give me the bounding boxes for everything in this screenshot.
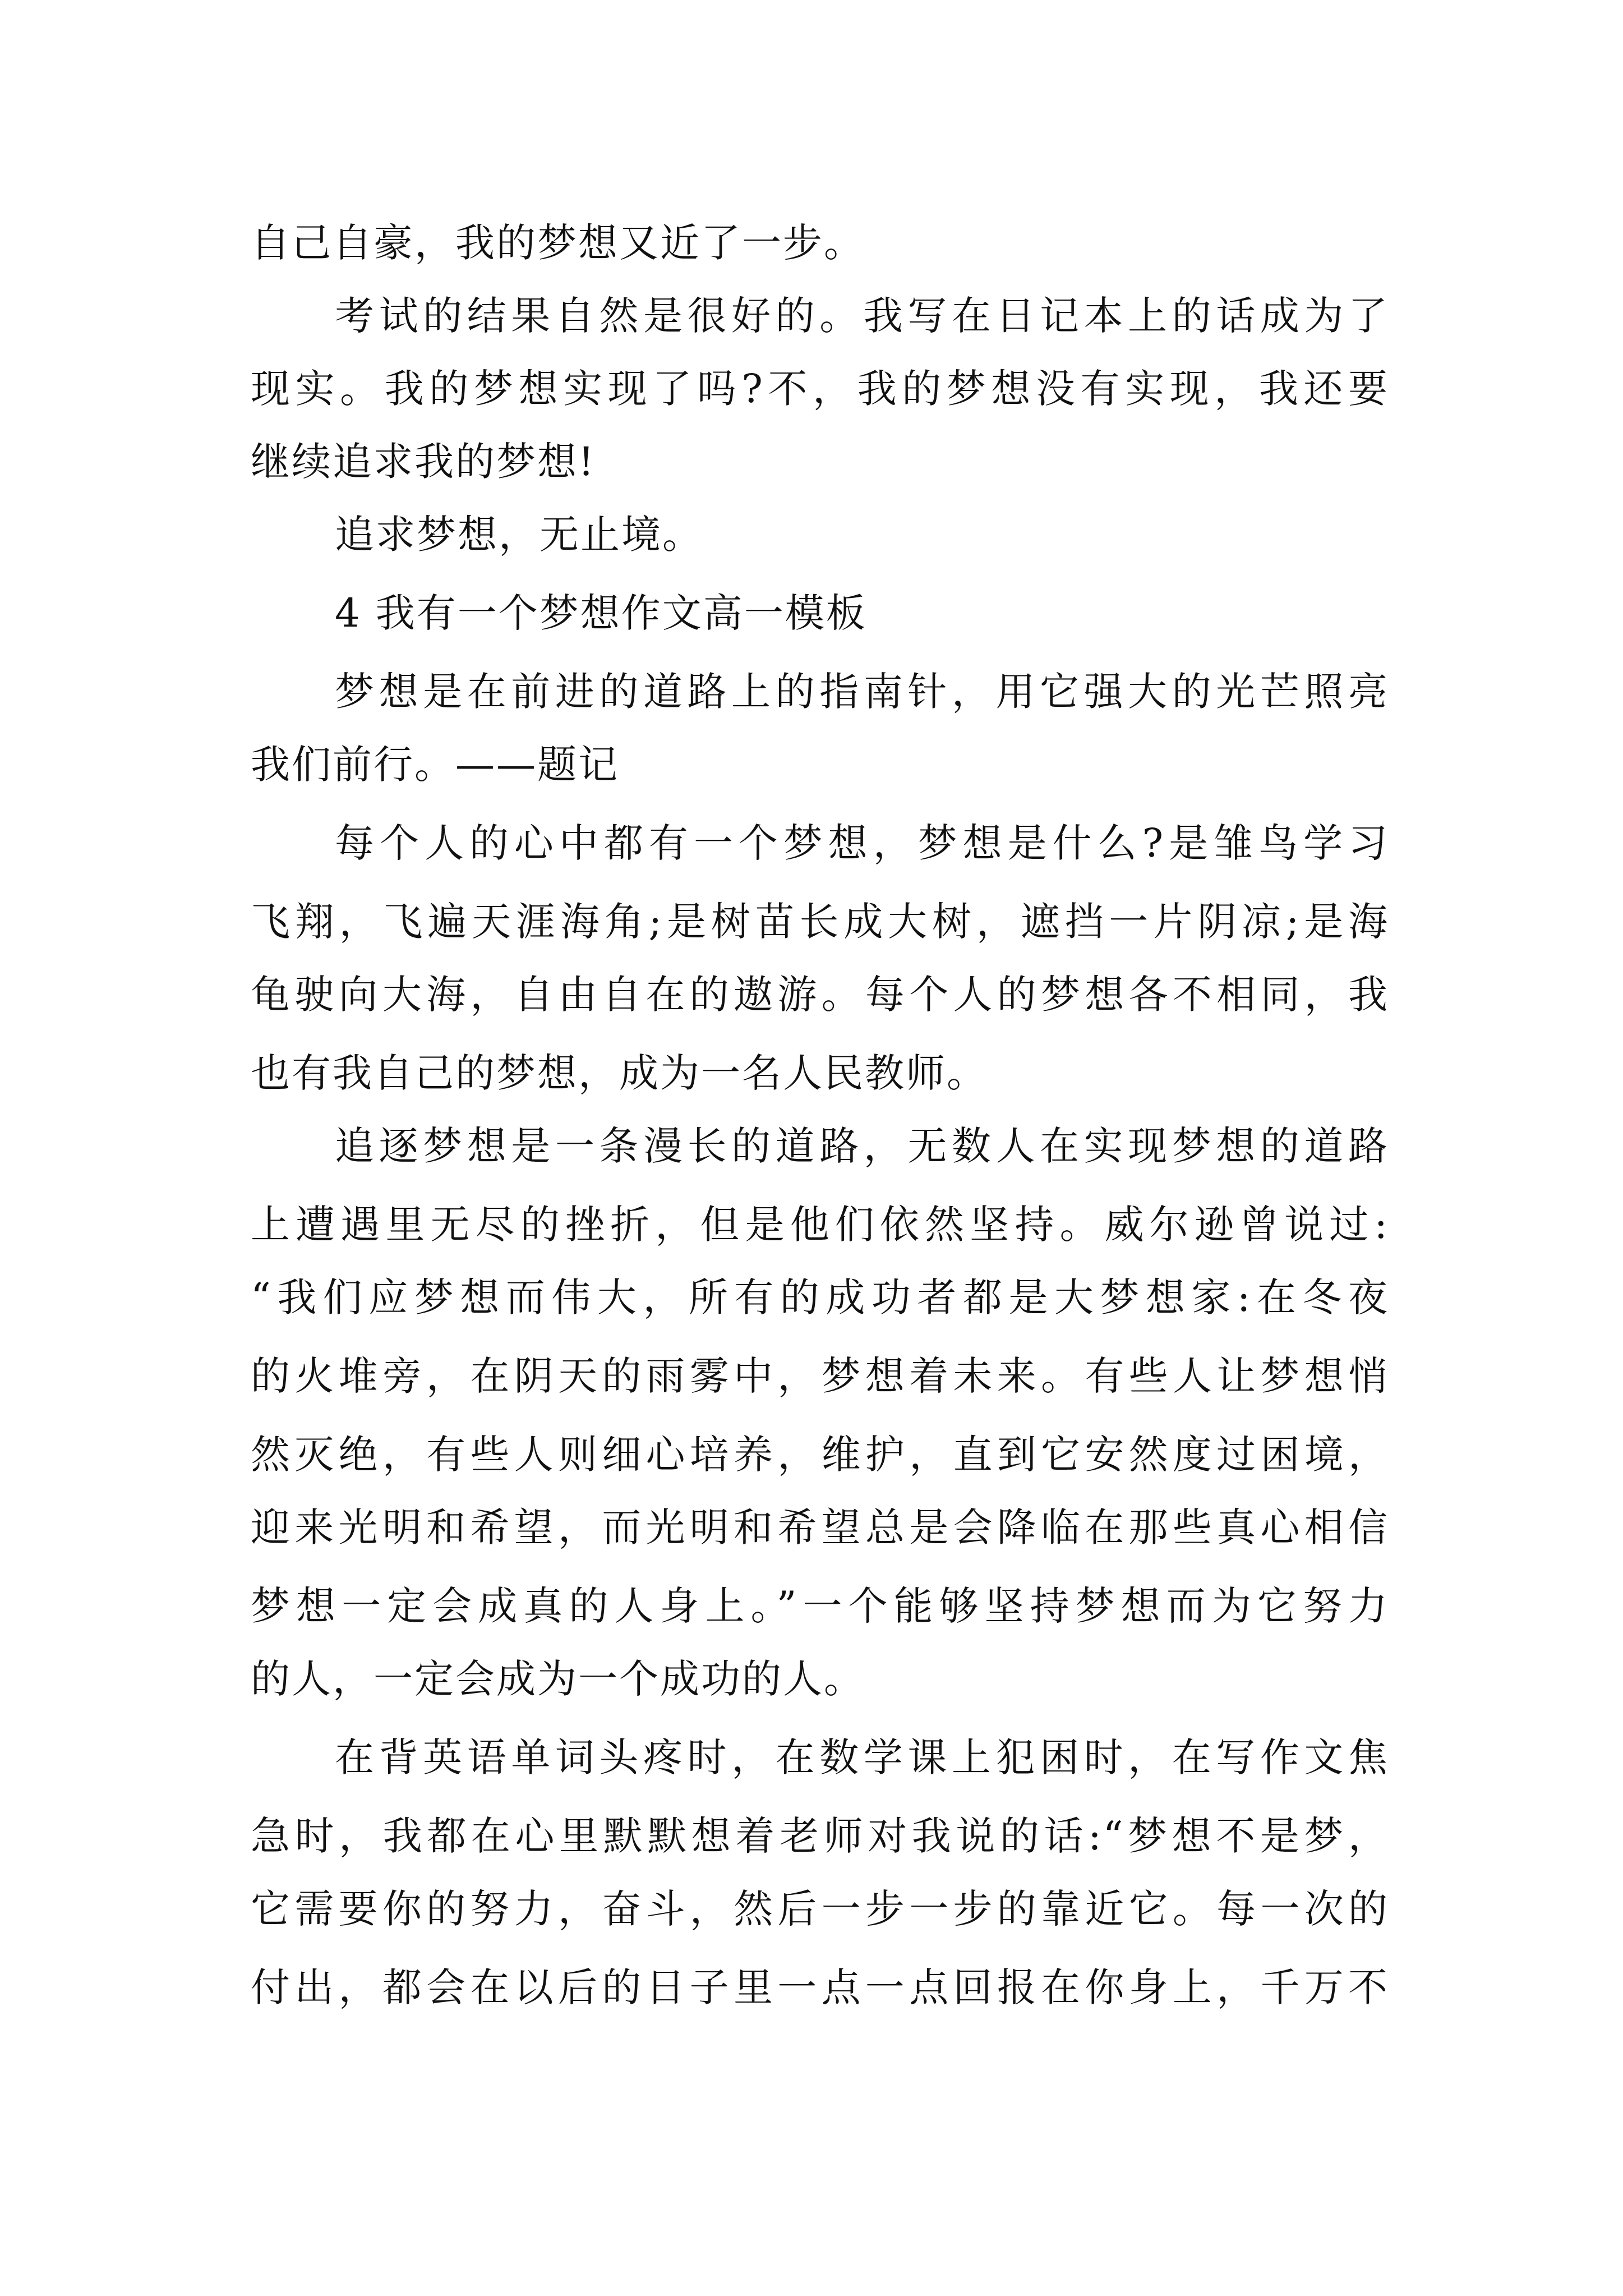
text-line: 梦想一定会成真的人身上。”一个能够坚持梦想而为它努力 [251,1583,1389,1629]
text-line: 我们前行。——题记 [251,742,619,788]
paragraph-first-line: 梦想是在前进的道路上的指南针，用它强大的光芒照亮 [335,669,1389,715]
text-line: 也有我自己的梦想，成为一名人民教师。 [251,1050,988,1096]
paragraph-first-line: 考试的结果自然是很好的。我写在日记本上的话成为了 [335,293,1389,339]
text-line: 自己自豪，我的梦想又近了一步。 [251,220,865,266]
text-line: 付出，都会在以后的日子里一点一点回报在你身上，千万不 [251,1964,1389,2010]
text-line: “我们应梦想而伟大，所有的成功者都是大梦想家:在冬夜 [251,1274,1389,1320]
text-line: 的人，一定会成为一个成功的人。 [251,1656,865,1702]
paragraph-first-line: 在背英语单词头疼时，在数学课上犯困时，在写作文焦 [335,1734,1389,1780]
text-line: 迎来光明和希望，而光明和希望总是会降临在那些真心相信 [251,1504,1389,1550]
text-line: 继续追求我的梦想! [251,439,596,485]
text-line: 急时，我都在心里默默想着老师对我说的话:“梦想不是梦， [251,1813,1389,1859]
text-line: 它需要你的努力，奋斗，然后一步一步的靠近它。每一次的 [251,1886,1389,1932]
text-line: 飞翔，飞遍天涯海角;是树苗长成大树，遮挡一片阴凉;是海 [251,899,1389,945]
section-heading: 4 我有一个梦想作文高一模板 [335,590,867,636]
text-line: 然灭绝，有些人则细心培养，维护，直到它安然度过困境， [251,1432,1389,1478]
paragraph-first-line: 追求梦想，无止境。 [335,512,703,558]
text-line: 的火堆旁，在阴天的雨雾中，梦想着未来。有些人让梦想悄 [251,1353,1389,1399]
text-line: 现实。我的梦想实现了吗?不，我的梦想没有实现，我还要 [251,366,1389,412]
paragraph-first-line: 追逐梦想是一条漫长的道路，无数人在实现梦想的道路 [335,1123,1389,1169]
text-line: 上遭遇里无尽的挫折，但是他们依然坚持。威尔逊曾说过: [251,1202,1389,1248]
paragraph-first-line: 每个人的心中都有一个梦想，梦想是什么?是雏鸟学习 [335,820,1389,866]
text-line: 龟驶向大海，自由自在的遨游。每个人的梦想各不相同，我 [251,972,1389,1018]
